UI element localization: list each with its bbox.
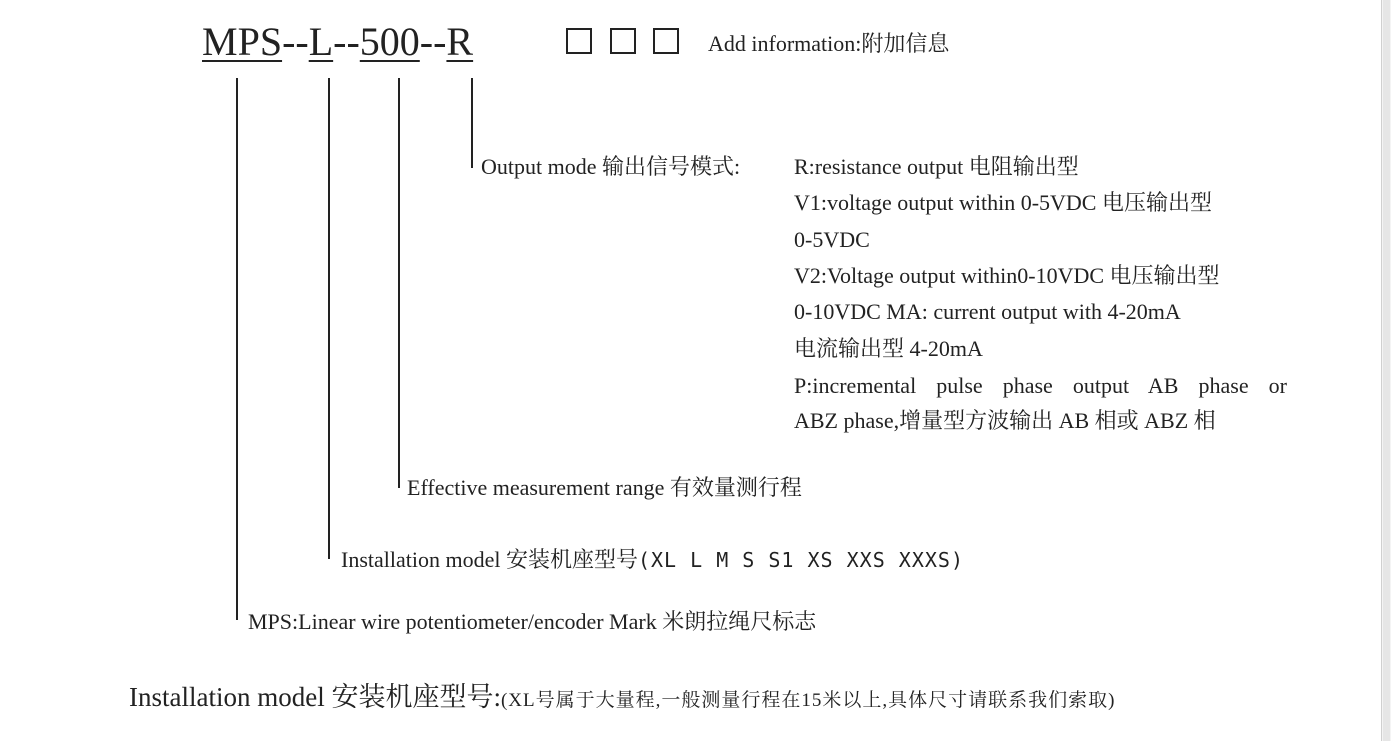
add-information-label: Add information:附加信息 xyxy=(708,31,950,56)
leader-line-output xyxy=(471,78,473,168)
installation-models: (XL L M S S1 XS XXS XXXS) xyxy=(637,548,964,572)
output-option: R:resistance output 电阻输出型 xyxy=(794,154,1079,179)
code-separator: -- xyxy=(419,19,447,64)
code-separator: -- xyxy=(282,19,309,64)
code-range: 500 xyxy=(359,19,420,64)
leader-line-mps xyxy=(236,78,238,620)
footer-installation-note xyxy=(129,679,1115,719)
code-output: R xyxy=(446,19,474,64)
add-info-box-3 xyxy=(653,28,679,54)
add-info-box-1 xyxy=(566,28,592,54)
range-label: Effective measurement range 有效量测行程 xyxy=(407,475,802,500)
footer-note: (XL号属于大量程,一般测量行程在15米以上,具体尺寸请联系我们索取) xyxy=(500,690,1116,711)
leader-line-range xyxy=(398,78,400,488)
output-option: ABZ phase,增量型方波输出 AB 相或 ABZ 相 xyxy=(794,408,1216,433)
code-prefix: MPS xyxy=(202,19,283,64)
output-option: P:incremental pulse phase output AB phase or xyxy=(794,373,1287,398)
footer-main: Installation model 安装机座型号: xyxy=(129,682,501,712)
installation-label-text: Installation model 安装机座型号 xyxy=(341,547,638,572)
code-separator: -- xyxy=(333,19,360,64)
output-mode-label: Output mode 输出信号模式: xyxy=(481,154,741,179)
vertical-scrollbar[interactable] xyxy=(1381,0,1391,741)
scrollbar-thumb[interactable] xyxy=(1383,0,1390,741)
output-option: 0-10VDC MA: current output with 4-20mA xyxy=(794,299,1181,324)
installation-label xyxy=(341,545,964,575)
mps-label: MPS:Linear wire potentiometer/encoder Mark 米朗拉绳尺标志 xyxy=(248,609,817,634)
output-option: 电流输出型 4-20mA xyxy=(794,336,983,361)
output-option: V1:voltage output within 0-5VDC 电压输出型 xyxy=(794,190,1212,215)
code-mount: L xyxy=(308,19,334,64)
output-option: 0-5VDC xyxy=(794,227,870,252)
model-code xyxy=(202,14,473,70)
add-info-box-2 xyxy=(610,28,636,54)
leader-line-installation xyxy=(328,78,330,559)
output-option: V2:Voltage output within0-10VDC 电压输出型 xyxy=(794,263,1220,288)
